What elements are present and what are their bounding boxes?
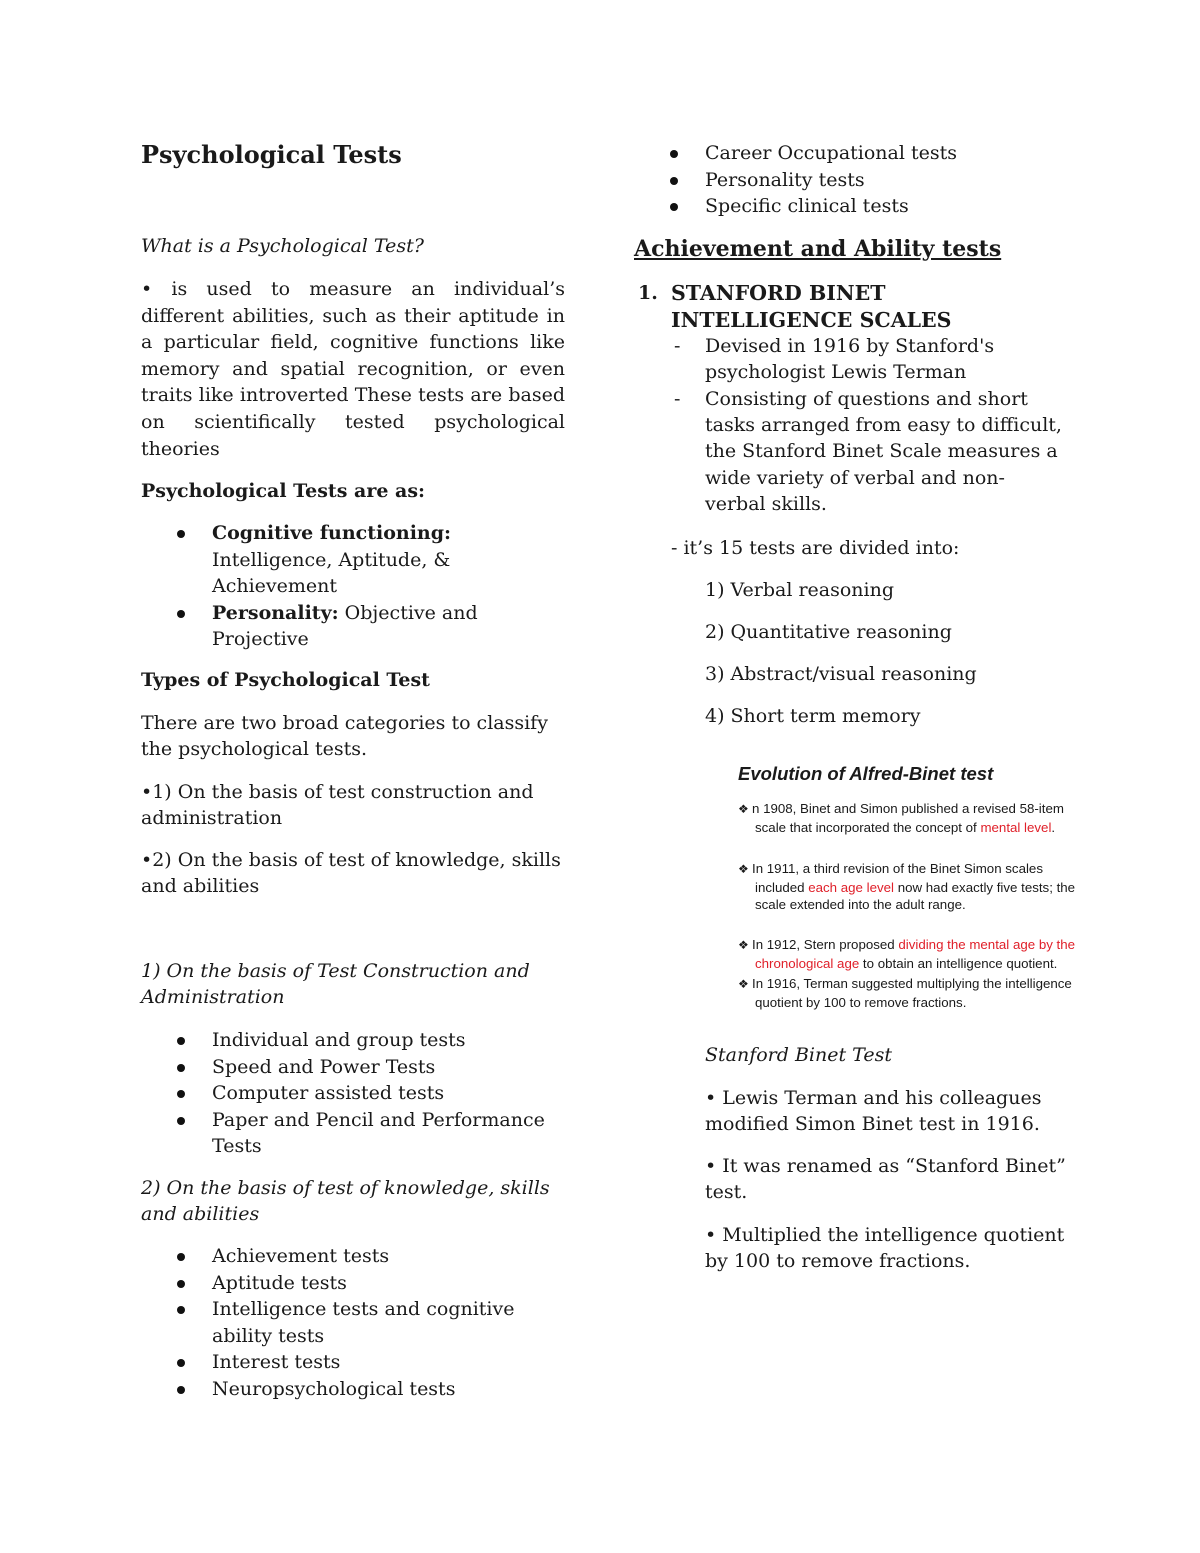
diamond-bullet-icon: ❖ [738,862,749,876]
list-item: Speed and Power Tests [141,1054,565,1081]
list-item: Individual and group tests [141,1027,565,1054]
dash1-line1: Devised in 1916 by Stanford's [705,335,995,357]
achievement-heading: Achievement and Ability tests [634,236,1002,262]
item-number: 1. [638,282,658,304]
sub1-heading-line2: Administration [141,986,285,1008]
definition-paragraph: • is used to measure an individual’s different abilities, such as their aptitude in a particular field, cognitive functions like memory and spatial recognition, or even traits like introverted These tests are based on scientifically tested psychological theories [141,278,565,460]
list-item: Paper and Pencil and Performance Tests [141,1107,565,1160]
are-as-list [141,520,565,653]
types-intro-line1: There are two broad categories to classify [141,712,548,734]
sub2-heading-line2: and abilities [141,1203,260,1225]
list-item: Computer assisted tests [141,1080,565,1107]
bullet-icon [177,1386,185,1394]
list-item: Personality: Objective and Projective [141,600,565,653]
dash-marker: - [674,335,681,357]
bullet-icon [177,530,185,538]
basis1-line1: •1) On the basis of test construction and [141,781,534,803]
bullet-icon [177,1064,185,1072]
bullet-icon [177,1037,185,1045]
dash2-line3: the Stanford Binet Scale measures a [705,440,1058,462]
list-item: Aptitude tests [141,1270,565,1297]
page-title: Psychological Tests [141,140,402,169]
dash2-line1: Consisting of questions and short [705,388,1028,410]
question-heading: What is a Psychological Test? [141,235,424,257]
bullet-icon [177,1117,185,1125]
knowledge-list [141,1243,565,1403]
sb1-line2: modified Simon Binet test in 1916. [705,1113,1040,1135]
stanford-binet-test-heading: Stanford Binet Test [705,1044,892,1066]
reasoning-item: 4) Short term memory [705,705,921,727]
list-item: Interest tests [141,1349,565,1376]
stanford-binet-title-line1: STANFORD BINET [671,281,886,305]
slide-item-1912: ❖ In 1912, Stern proposed dividing the mental age by the chronological age to obtain an intelligence quotient. [738,937,1076,971]
stanford-binet-title-line2: INTELLIGENCE SCALES [671,308,952,332]
divided-into-text: - it’s 15 tests are divided into: [671,537,960,559]
sub1-heading-line1: 1) On the basis of Test Construction and [141,960,530,982]
basis1-line2: administration [141,807,283,829]
basis2-line1: •2) On the basis of test of knowledge, skills [141,849,561,871]
dash2-line2: tasks arranged from easy to difficult, [705,414,1062,436]
slide-title: Evolution of Alfred-Binet test [738,763,994,784]
bullet-icon [177,1280,185,1288]
bullet-icon [177,1359,185,1367]
construction-list [141,1027,565,1160]
bullet-icon [670,177,678,185]
reasoning-item: 1) Verbal reasoning [705,579,895,601]
list-item: Cognitive functioning: Intelligence, Aptitude, & Achievement [141,520,565,600]
bullet-icon [177,610,185,618]
bullet-icon [670,150,678,158]
list-item: Personality tests [634,167,1074,194]
list-item: Achievement tests [141,1243,565,1270]
slide-item-1908: ❖ n 1908, Binet and Simon published a revised 58-item scale that incorporated the concept of mental level. [738,801,1064,835]
list-item: Neuropsychological tests [141,1376,565,1403]
bullet-icon [177,1253,185,1261]
types-heading: Types of Psychological Test [141,669,430,691]
test-types-list-continued [634,140,1074,220]
dash2-line5: verbal skills. [705,493,827,515]
basis2-line2: and abilities [141,875,260,897]
bullet-icon [177,1306,185,1314]
bullet-icon [670,203,678,211]
diamond-bullet-icon: ❖ [738,977,749,991]
dash1-line2: psychologist Lewis Terman [705,361,967,383]
slide-item-1916: ❖ In 1916, Terman suggested multiplying the intelligence quotient by 100 to remove fractions. [738,976,1072,1010]
sub2-heading-line1: 2) On the basis of test of knowledge, skills [141,1177,550,1199]
are-as-heading: Psychological Tests are as: [141,480,426,502]
list-item: Career Occupational tests [634,140,1074,167]
evolution-slide-image [738,760,1128,1020]
sb2-line2: test. [705,1181,748,1203]
reasoning-item: 2) Quantitative reasoning [705,621,952,643]
dash-marker: - [674,388,681,410]
reasoning-item: 3) Abstract/visual reasoning [705,663,977,685]
types-intro-line2: the psychological tests. [141,738,368,760]
bullet-icon [177,1090,185,1098]
sb1-line1: • Lewis Terman and his colleagues [705,1087,1042,1109]
list-item: Specific clinical tests [634,193,1074,220]
diamond-bullet-icon: ❖ [738,938,749,952]
list-item: Intelligence tests and cognitive ability tests [141,1296,565,1349]
diamond-bullet-icon: ❖ [738,802,749,816]
sb2-line1: • It was renamed as “Stanford Binet” [705,1155,1066,1177]
slide-item-1911: ❖ In 1911, a third revision of the Binet Simon scales included each age level now had exactly five tests; the scale extended into the adult range. [738,861,1076,912]
sb3-line1: • Multiplied the intelligence quotient [705,1224,1065,1246]
dash2-line4: wide variety of verbal and non- [705,467,1005,489]
sb3-line2: by 100 to remove fractions. [705,1250,971,1272]
